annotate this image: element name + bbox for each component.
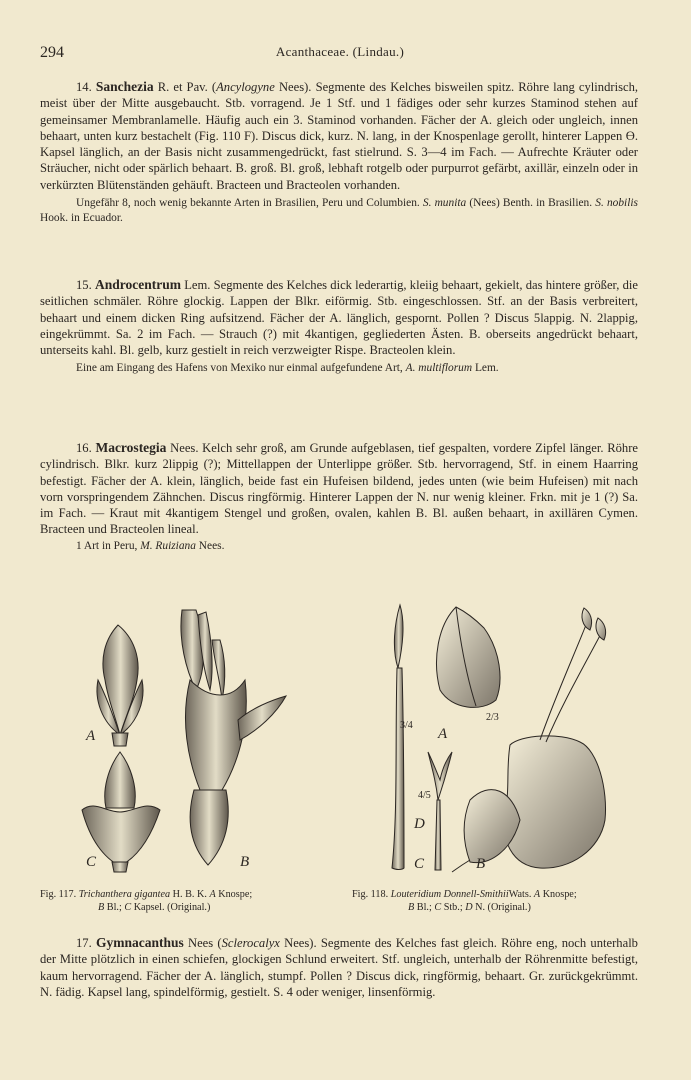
scale-label: 2/3 [486,712,499,723]
panel-label: A [438,726,448,742]
genus-authority: R. et Pav. ( [157,80,217,94]
entry-number: 14. [76,80,92,94]
running-title: Acanthaceae. (Lindau.) [275,44,405,59]
figure-authority: H. B. K. [172,889,207,900]
entry-number: 16. [76,441,92,455]
caption-text: Knospe; [542,889,577,900]
genus-synonym: Ancylogyne [216,80,275,94]
caption-key: B [98,902,105,913]
note-text: (Nees) Benth. in Brasilien. [469,197,593,210]
page-number: 294 [40,44,64,61]
genus-description [40,935,638,1000]
entry-number: 15. [76,278,92,292]
caption-text: Bl.; [106,902,122,913]
figure-117-caption [40,888,340,914]
caption-text: Kapsel. (Original.) [133,902,211,913]
synonym-authority: Nees). [278,80,312,94]
figure-taxon: Trichanthera gigantea [78,889,171,900]
figure-authority: Wats. [508,889,532,900]
note-text: Ungefähr 8, noch wenig bekannte Arten in Brasilien, Peru und Columbien. [76,197,420,210]
genus-name: Gymnacanthus [95,935,184,950]
genus-name: Macrostegia [95,440,167,455]
fig117-bud-drawing [97,625,143,746]
genus-name: Androcentrum [94,277,181,292]
fig118-stamen-drawing [392,605,404,870]
note-text: 1 Art in Peru, [76,539,138,552]
scale-label: 4/5 [418,790,431,801]
genus-entry-gymnacanthus [40,935,638,1000]
genus-name: Sanchezia [95,79,154,94]
species-name: A. multiflorum [405,362,473,375]
species-name: M. Ruiziana [140,539,196,552]
caption-key: B [408,902,415,913]
figure-label: Fig. 117. [40,889,77,900]
caption-text: Stb.; [443,902,463,913]
panel-label: B [240,854,250,870]
caption-key: C [124,902,132,913]
description-body: Segmente des Kelches fast gleich. Röhre eng, noch unterhalb der Mitte plötzlich in einen schiefen, glockigen Schlund erweitert. Stf. ungleich, unterhalb der Röhrenmitte befestigt, kaum hervorragend. Fächer der A. länglich, stumpf. Pollen ? Discus dick, ringförmig, behaart. Gr. zurückgekrümmt. N. fädig. Kapsel lang, spindelförmig, gestielt. S. 4 oder weniger, linsenförmig. [40,936,638,999]
panel-label: A [86,728,96,744]
species-name: S. munita [422,197,467,210]
synonym-authority: Nees). [284,936,317,950]
species-name: S. nobilis [595,197,638,210]
panel-label: D [414,816,425,832]
description-body: Segmente des Kelches dick lederartig, kleiig behaart, gekielt, das hintere größer, die seitlichen schmäler. Röhre glockig. Lappen der Blkr. eiförmig. Stb. eingeschlossen. Stf. an der Basis verbreitert, behaart und einem dicken Ring aufsitzend. Fächer der A. länglich, gespornt. Pollen ? Discus 5lappig. N. 2lappig, eingekrümmt. Sa. 2 im Fach. — Strauch (?) mit 4kantigen, gegliederten Ästen. B. oberseits angedrückt behaart, unterseits kahl. Bl. gelb, kurz gestielt in reich verzweigter Rispe. Bracteolen klein. [40,278,638,358]
fig118-stigma-drawing [428,752,452,870]
genus-authority: Lem. [184,278,211,292]
fig117-flower-drawing [181,610,286,865]
figure-118-caption [352,888,652,914]
note-text: Hook. in Ecuador. [40,212,123,225]
entry-number: 17. [76,936,92,950]
note-text: Nees. [198,539,225,552]
genus-authority: Nees ( [188,936,222,950]
panel-label: C [414,856,425,872]
note-text: Eine am Eingang des Hafens von Mexiko nur einmal aufgefundene Art, [76,362,403,375]
genus-authority: Nees. [170,441,199,455]
note-text: Lem. [474,362,499,375]
caption-key: A [209,889,216,900]
fig118-bud-drawing [437,607,500,707]
genus-synonym: Sclerocalyx [221,936,280,950]
description-body: Segmente des Kelches bisweilen spitz. Röhre lang cylindrisch, meist über der Mitte ausgebaucht. Stb. vorragend. Je 1 Stf. und 1 fädiges oder sehr kurzes Staminod stehen auf gemeinsamer Membranlamelle. Häufig auch ein 3. Staminod vorhanden. Fächer der A. gleich oder ungleich, innen behaart, unten kurz bestachelt (Fig. 110 F). Discus dick, kurz. N. lang, in der Knospenlage gerollt, hinterer Lappen ϴ. Kapsel länglich, an der Basis nicht zusammengedrückt, fast stielrund. S. 3—4 im Fach. — Aufrechte Kräuter oder Sträucher, nicht oder spärlich behaart. B. groß. Bl. groß, lebhaft rotgelb oder purpurrot gefärbt, axillär, einzeln oder in verkürzten Blütenständen gehäuft. Bracteen und Bracteolen vorhanden. [40,80,639,192]
figure-taxon: Louteridium Donnell-Smithii [390,889,509,900]
figure-label: Fig. 118. [352,889,389,900]
caption-text: Bl.; [416,902,432,913]
caption-key: A [533,889,541,900]
caption-text: Knospe; [218,889,253,900]
caption-key: C [434,902,442,913]
scale-label: 3/4 [400,720,413,731]
description-body: Kelch sehr groß, am Grunde aufgeblasen, tief gespalten, vordere Zipfel länger. Röhre cylindrisch. Blkr. kurz 2lippig (?); Mittellappen der Unterlippe größer. Stb. hervorragend, Stf. in einem Haarring befestigt. Fächer der A. klein, länglich, beide fast ein Hufeisen bildend, jedes unten (wie beim Hufeisen) mit nach vorn vorspringendem Zähnchen. Discus ringförmig. Hinterer Lappen der N. nur wenig kleiner. Frkn. mit je 1 (?) Sa. im Fach. — Kraut mit 4kantigem Stengel und großen, ovalen, kahlen B. Bl. außen behaart, in axillären Cymen. Bracteen und Bracteolen lineal. [40,441,638,537]
panel-label: B [476,856,486,872]
panel-label: C [86,854,97,870]
caption-key: D [465,902,473,913]
caption-text: N. (Original.) [475,902,531,913]
